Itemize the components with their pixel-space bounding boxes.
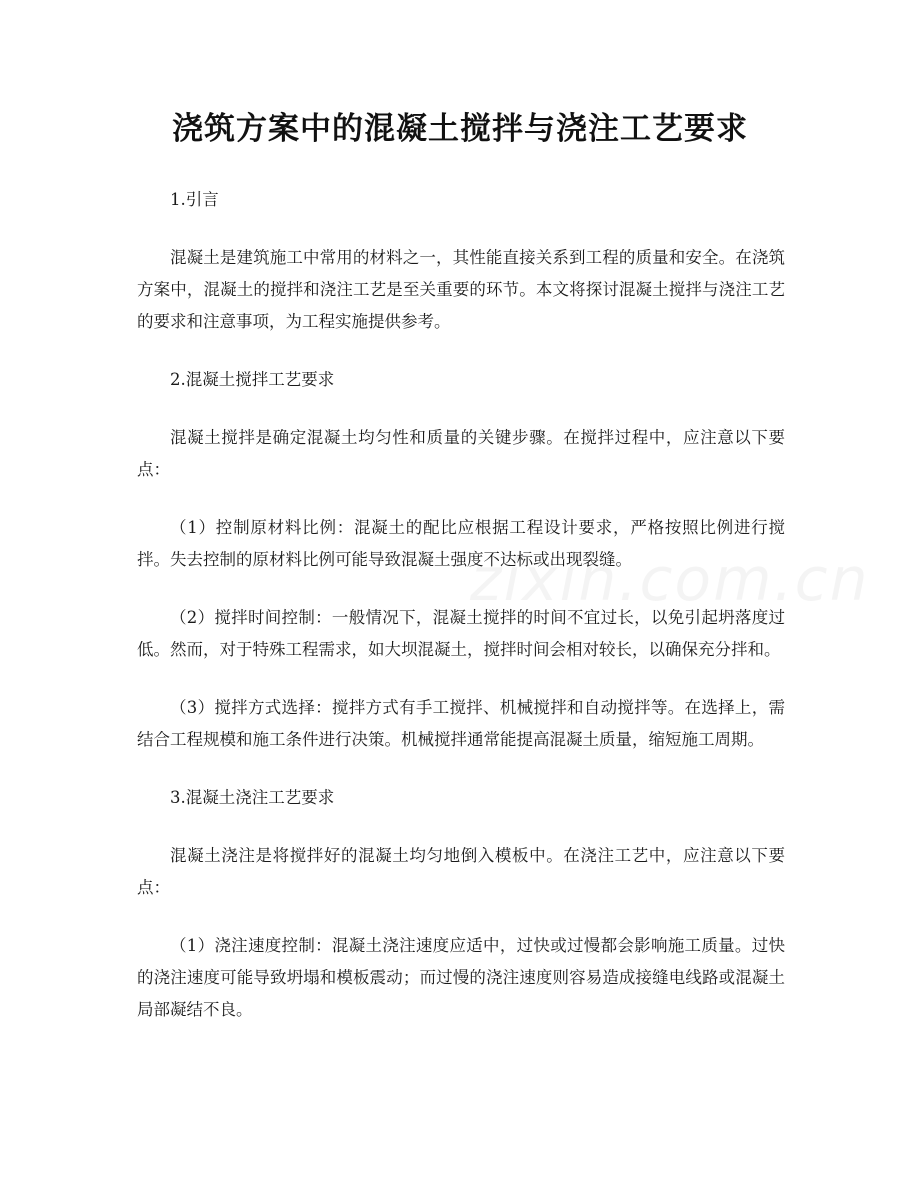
section-heading-pouring: 3.混凝土浇注工艺要求 <box>170 788 335 807</box>
intro-paragraph: 混凝土是建筑施工中常用的材料之一，其性能直接关系到工程的质量和安全。在浇筑方案中，混凝土的搅拌和浇注工艺是至关重要的环节。本文将探讨混凝土搅拌与浇注工艺的要求和注意事项，为工程实施提供参考。 <box>137 248 785 331</box>
section-heading-intro: 1.引言 <box>170 190 219 209</box>
mixing-item-2: （2）搅拌时间控制：一般情况下，混凝土搅拌的时间不宜过长，以免引起坍落度过低。然而，对于特殊工程需求，如大坝混凝土，搅拌时间会相对较长，以确保充分拌和。 <box>137 608 785 659</box>
mixing-item-3: （3）搅拌方式选择：搅拌方式有手工搅拌、机械搅拌和自动搅拌等。在选择上，需结合工程规模和施工条件进行决策。机械搅拌通常能提高混凝土质量，缩短施工周期。 <box>137 698 785 749</box>
mixing-intro-paragraph: 混凝土搅拌是确定混凝土均匀性和质量的关键步骤。在搅拌过程中，应注意以下要点： <box>137 428 785 479</box>
section-heading-mixing: 2.混凝土搅拌工艺要求 <box>170 370 335 389</box>
document-body <box>137 184 785 1052</box>
document-title: 浇筑方案中的混凝土搅拌与浇注工艺要求 <box>172 111 748 147</box>
pouring-item-1: （1）浇注速度控制：混凝土浇注速度应适中，过快或过慢都会影响施工质量。过快的浇注速度可能导致坍塌和模板震动；而过慢的浇注速度则容易造成接缝电线路或混凝土局部凝结不良。 <box>137 936 785 1019</box>
pouring-intro-paragraph: 混凝土浇注是将搅拌好的混凝土均匀地倒入模板中。在浇注工艺中，应注意以下要点： <box>137 846 785 897</box>
mixing-item-1: （1）控制原材料比例：混凝土的配比应根据工程设计要求，严格按照比例进行搅拌。失去控制的原材料比例可能导致混凝土强度不达标或出现裂缝。 <box>137 518 785 569</box>
